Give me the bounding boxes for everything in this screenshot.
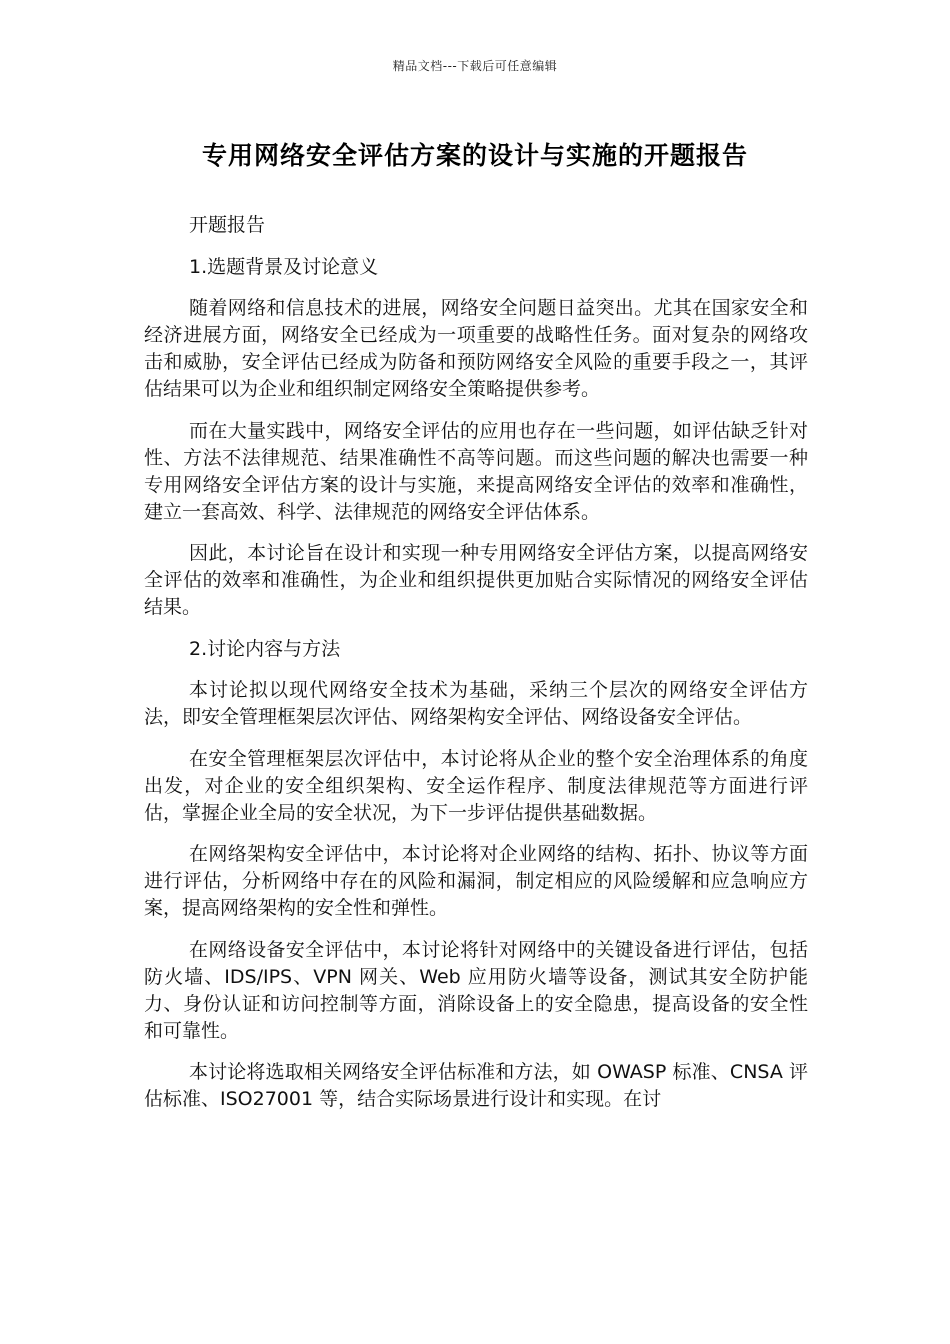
- document-body: [144, 212, 808, 1128]
- paragraph: 在网络架构安全评估中，本讨论将对企业网络的结构、拓扑、协议等方面进行评估，分析网络中存在的风险和漏洞，制定相应的风险缓解和应急响应方案，提高网络架构的安全性和弹性。: [144, 843, 808, 919]
- paragraph: 而在大量实践中，网络安全评估的应用也存在一些问题，如评估缺乏针对性、方法不法律规范、结果准确性不高等问题。而这些问题的解决也需要一种专用网络安全评估方案的设计与实施，来提高网络安全评估的效率和准确性，建立一套高效、科学、法律规范的网络安全评估体系。: [144, 419, 808, 523]
- paragraph: 因此，本讨论旨在设计和实现一种专用网络安全评估方案，以提高网络安全评估的效率和准确性，为企业和组织提供更加贴合实际情况的网络安全评估结果。: [144, 542, 808, 618]
- section-heading-2: 2.讨论内容与方法: [189, 637, 341, 660]
- paragraph: 本讨论将选取相关网络安全评估标准和方法，如 OWASP 标准、CNSA 评估标准、ISO27001 等，结合实际场景进行设计和实现。在讨: [144, 1061, 808, 1110]
- paragraph: 随着网络和信息技术的进展，网络安全问题日益突出。尤其在国家安全和经济进展方面，网络安全已经成为一项重要的战略性任务。面对复杂的网络攻击和威胁，安全评估已经成为防备和预防网络安全风险的重要手段之一，其评估结果可以为企业和组织制定网络安全策略提供参考。: [144, 297, 808, 400]
- paragraph: 在网络设备安全评估中，本讨论将针对网络中的关键设备进行评估，包括防火墙、IDS/IPS、VPN 网关、Web 应用防火墙等设备，测试其安全防护能力、身份认证和访问控制等方面，消除设备上的安全隐患，提高设备的安全性和可靠性。: [144, 938, 808, 1042]
- section-label: 开题报告: [189, 214, 266, 236]
- paragraph: 本讨论拟以现代网络安全技术为基础，采纳三个层次的网络安全评估方法，即安全管理框架层次评估、网络架构安全评估、网络设备安全评估。: [144, 679, 808, 728]
- paragraph: 在安全管理框架层次评估中，本讨论将从企业的整个安全治理体系的角度出发，对企业的安全组织架构、安全运作程序、制度法律规范等方面进行评估，掌握企业全局的安全状况，为下一步评估提供基础数据。: [144, 747, 808, 824]
- document-title: 专用网络安全评估方案的设计与实施的开题报告: [201, 141, 748, 170]
- section-heading-1: 1.选题背景及讨论意义: [189, 255, 379, 278]
- header-note: 精品文档---下载后可任意编辑: [392, 59, 558, 73]
